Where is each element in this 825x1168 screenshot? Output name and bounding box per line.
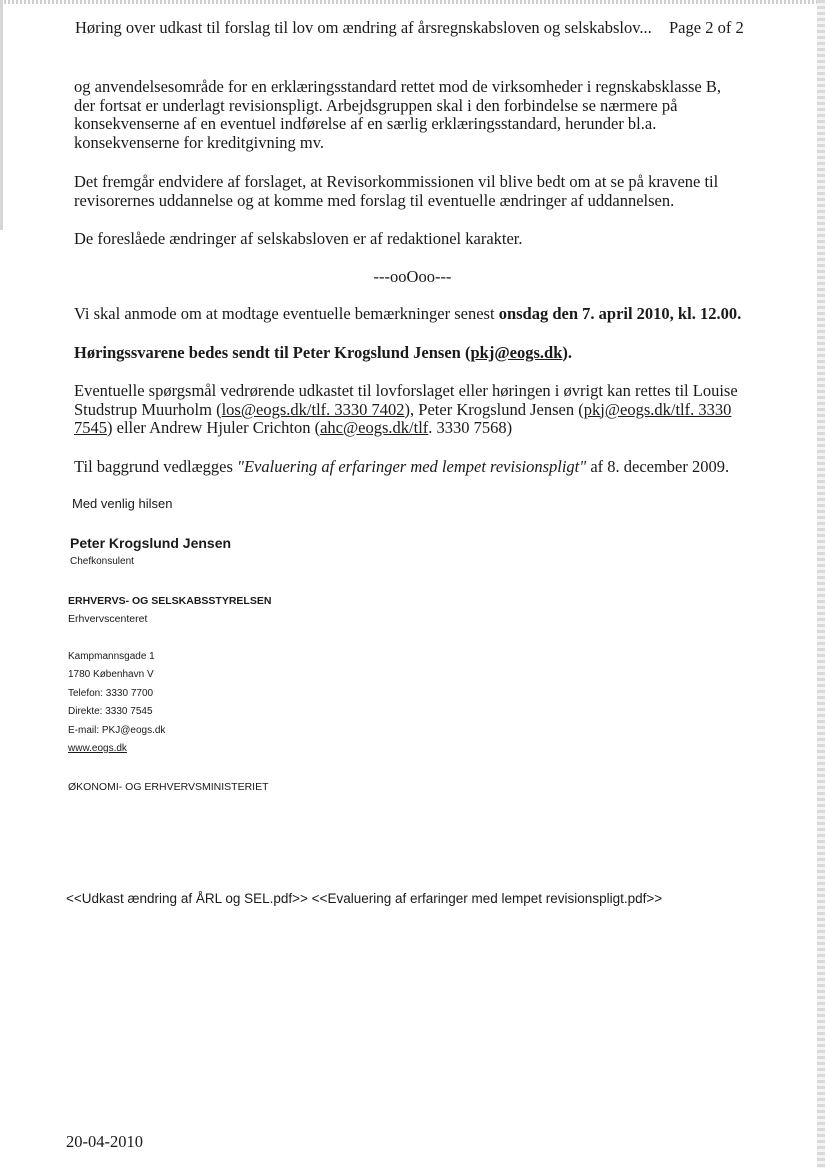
paragraph-deadline (74, 305, 754, 324)
paragraph-line: Eventuelle spørgsmål vedrørende udkastet til lovforslaget eller høringen i øvrigt kan rettes til Louise (74, 381, 738, 400)
email-link-los[interactable]: los@eogs.dk/tlf. 3330 7402 (221, 399, 405, 419)
paragraph-line: konsekvenserne for kreditgivning mv. (74, 132, 325, 152)
paragraph-line: og anvendelsesområde for en erklæringsstandard rettet mod de virksomheder i regnskabsklasse B, (74, 77, 721, 96)
attachment-list (66, 891, 662, 906)
phone-number: Telefon: 3330 7700 (68, 688, 154, 699)
email-link-pkj[interactable]: pkj@eogs.dk (470, 343, 563, 362)
questions-text: ), Peter Krogslund Jensen ( (404, 399, 584, 419)
signature-email: E-mail: PKJ@eogs.dk (68, 725, 166, 736)
address-city: 1780 København V (68, 669, 154, 680)
paragraph-line: Det fremgår endvidere af forslaget, at Revisorkommissionen vil blive bedt om at se på kravene til (74, 172, 719, 191)
deadline-text: Vi skal anmode om at modtage eventuelle bemærkninger senest (74, 304, 499, 323)
address-street: Kampmannsgade 1 (68, 651, 155, 662)
background-end: af 8. december 2009. (586, 457, 730, 476)
ministry-name: ØKONOMI- OG ERHVERVSMINISTERIET (68, 781, 269, 793)
attachment-link[interactable]: <<Evaluering af erfaringer med lempet revisionspligt.pdf>> (311, 891, 663, 906)
send-to-text: Høringssvarene bedes sendt til Peter Krogslund Jensen ( (74, 343, 471, 362)
deadline-date: onsdag den 7. april 2010, kl. 12.00. (498, 304, 742, 323)
page-number: Page 2 of 2 (669, 18, 744, 37)
scan-border-right (817, 0, 825, 1168)
questions-text: Studstrup Muurholm ( (74, 399, 222, 419)
direct-phone: Direkte: 3330 7545 (68, 706, 153, 717)
report-title: "Evaluering af erfaringer med lempet revisionspligt" (237, 457, 587, 476)
attachment-link[interactable]: <<Udkast ændring af ÅRL og SEL.pdf>> (66, 891, 308, 906)
questions-text: . 3330 7568) (428, 418, 513, 437)
paragraph-line (74, 401, 754, 420)
paragraph-scope (74, 78, 754, 152)
paragraph-line: revisorernes uddannelse og at komme med forslag til eventuelle ændringer af uddannelsen. (74, 190, 675, 210)
paragraph-send-to (74, 344, 754, 363)
paragraph-line (74, 419, 754, 438)
scan-border-top (0, 0, 825, 4)
organization-name: ERHVERVS- OG SELSKABSSTYRELSEN (68, 595, 272, 607)
signature-name: Peter Krogslund Jensen (70, 535, 232, 551)
page-header-title: Høring over udkast til forslag til lov om ændring af årsregnskabsloven og selskabslov... (75, 18, 652, 37)
paragraph-background (74, 458, 754, 477)
send-to-end: ). (562, 343, 573, 362)
website-link[interactable]: www.eogs.dk (68, 743, 127, 754)
footer-date: 20-04-2010 (66, 1132, 143, 1151)
questions-text: ) eller Andrew Hjuler Crichton ( (107, 418, 321, 437)
background-text: Til baggrund vedlægges (74, 457, 238, 476)
paragraph-line: konsekvenserne af en eventuel indførelse af en særlig erklæringsstandard, herunder bl.a. (74, 114, 657, 133)
paragraph-revisorkommissionen (74, 173, 754, 210)
email-link-pkj-phone-cont[interactable]: 7545 (74, 418, 107, 437)
section-separator: ---ooOoo--- (373, 267, 452, 286)
paragraph-line: der fortsat er underlagt revisionspligt. Arbejdsgruppen skal i den forbindelse se nærmere på (74, 95, 678, 115)
closing-greeting: Med venlig hilsen (72, 496, 173, 511)
paragraph-selskabsloven: De foreslåede ændringer af selskabsloven er af redaktionel karakter. (74, 229, 523, 248)
signature-title: Chefkonsulent (70, 556, 134, 567)
paragraph-questions (74, 382, 754, 438)
scan-border-left (0, 0, 3, 230)
email-link-ahc[interactable]: ahc@eogs.dk/tlf (320, 418, 429, 437)
email-link-pkj-phone[interactable]: pkj@eogs.dk/tlf. 3330 (583, 399, 732, 419)
organization-department: Erhvervscenteret (68, 613, 148, 625)
